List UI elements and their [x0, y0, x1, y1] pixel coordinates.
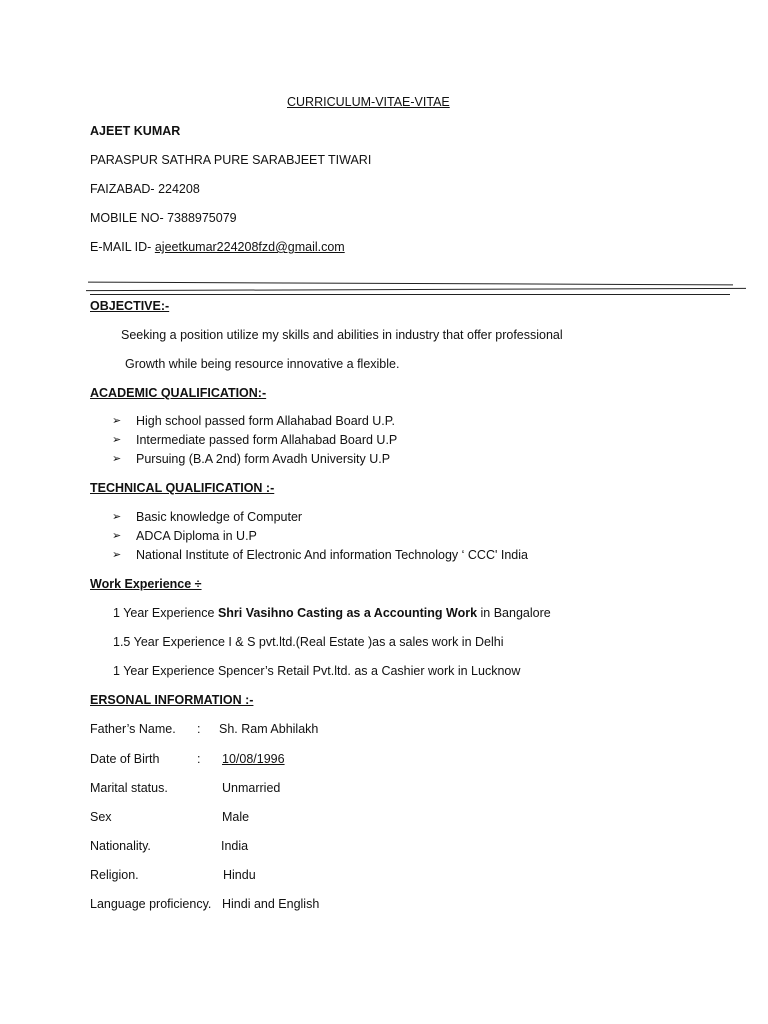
- divider-line-bottom: [90, 294, 730, 295]
- bullet-arrow-icon: ➢: [112, 530, 122, 542]
- email-row: [90, 239, 345, 255]
- work-heading: Work Experience ÷: [90, 577, 202, 591]
- fathers-name-label: Father’s Name.: [90, 722, 176, 736]
- work-experience-1: [113, 605, 551, 621]
- bullet-arrow-icon: ➢: [112, 434, 122, 446]
- fathers-name-value: Sh. Ram Abhilakh: [219, 722, 319, 736]
- email-label: E-MAIL ID-: [90, 240, 152, 254]
- academic-heading: ACADEMIC QUALIFICATION:-: [90, 386, 267, 400]
- work-experience-3: 1 Year Experience Spencer’s Retail Pvt.ltd. as a Cashier work in Lucknow: [113, 664, 521, 678]
- technical-heading: TECHNICAL QUALIFICATION :-: [90, 481, 275, 495]
- dob-label: Date of Birth: [90, 752, 160, 766]
- language-value: Hindi and English: [222, 897, 320, 911]
- work-experience-1-duration: 1 Year Experience: [113, 606, 218, 620]
- work-experience-2: 1.5 Year Experience I & S pvt.ltd.(Real Estate )as a sales work in Delhi: [113, 635, 504, 649]
- religion-label: Religion.: [90, 868, 139, 882]
- dob-colon: :: [197, 752, 201, 766]
- address-line-1: PARASPUR SATHRA PURE SARABJEET TIWARI: [90, 153, 372, 167]
- marital-status-value: Unmarried: [222, 781, 281, 795]
- bullet-arrow-icon: ➢: [112, 549, 122, 561]
- religion-value: Hindu: [223, 868, 256, 882]
- divider-line-top: [88, 282, 733, 286]
- divider-line-middle: [86, 288, 746, 291]
- nationality-label: Nationality.: [90, 839, 151, 853]
- address-line-2: FAIZABAD- 224208: [90, 182, 200, 196]
- marital-status-label: Marital status.: [90, 781, 168, 795]
- dob-value: 10/08/1996: [222, 752, 285, 766]
- fathers-name-colon: :: [197, 722, 201, 736]
- personal-heading: ERSONAL INFORMATION :-: [90, 693, 254, 707]
- work-experience-1-role: Shri Vasihno Casting as a Accounting Work: [217, 606, 478, 620]
- academic-item: Pursuing (B.A 2nd) form Avadh University U.P: [136, 452, 391, 466]
- work-experience-1-location: in Bangalore: [477, 606, 551, 620]
- nationality-value: India: [221, 839, 249, 853]
- mobile-number: MOBILE NO- 7388975079: [90, 211, 237, 225]
- technical-item: National Institute of Electronic And information Technology ‘ CCC' India: [136, 548, 528, 562]
- sex-label: Sex: [90, 810, 112, 824]
- technical-item: Basic knowledge of Computer: [136, 510, 303, 524]
- language-label: Language proficiency.: [90, 897, 212, 911]
- bullet-arrow-icon: ➢: [112, 453, 122, 465]
- candidate-name: AJEET KUMAR: [90, 124, 181, 138]
- bullet-arrow-icon: ➢: [112, 511, 122, 523]
- bullet-arrow-icon: ➢: [112, 415, 122, 427]
- objective-line-2: Growth while being resource innovative a flexible.: [125, 357, 400, 371]
- objective-line-1: Seeking a position utilize my skills and abilities in industry that offer professional: [121, 328, 563, 342]
- document-title: CURRICULUM-VITAE-VITAE: [287, 95, 450, 109]
- academic-item: High school passed form Allahabad Board U.P.: [136, 414, 395, 428]
- email-link[interactable]: ajeetkumar224208fzd@gmail.com: [154, 240, 345, 254]
- objective-heading: OBJECTIVE:-: [90, 299, 170, 313]
- academic-item: Intermediate passed form Allahabad Board U.P: [136, 433, 398, 447]
- sex-value: Male: [222, 810, 250, 824]
- technical-item: ADCA Diploma in U.P: [136, 529, 257, 543]
